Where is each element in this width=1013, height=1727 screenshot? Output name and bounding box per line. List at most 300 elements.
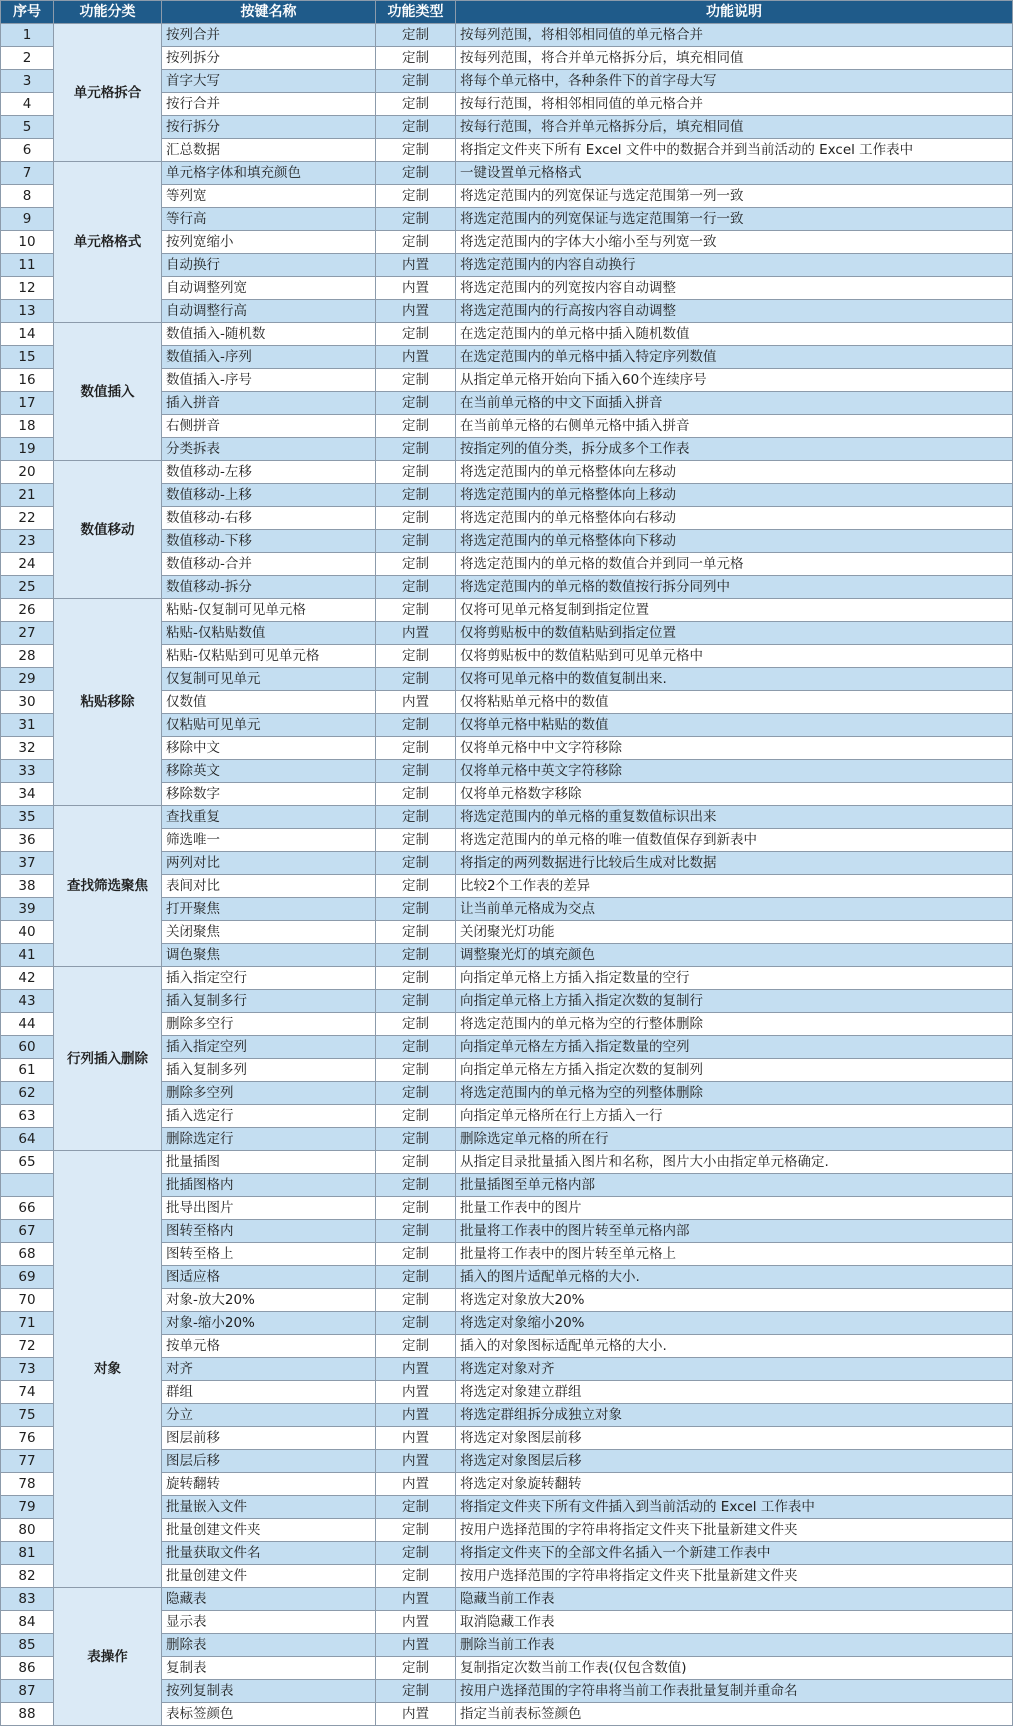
- function-type-cell: 定制: [376, 139, 456, 162]
- function-description-cell: 按用户选择范围的字符串将指定文件夹下批量新建文件夹: [456, 1519, 1013, 1542]
- row-number-cell: 35: [1, 806, 54, 829]
- button-name-cell: 分立: [162, 1404, 376, 1427]
- function-type-cell: 内置: [376, 1450, 456, 1473]
- button-name-cell: 仅粘贴可见单元: [162, 714, 376, 737]
- category-cell: 单元格拆合: [54, 24, 162, 162]
- row-number-cell: 19: [1, 438, 54, 461]
- function-type-cell: 定制: [376, 1105, 456, 1128]
- row-number-cell: 33: [1, 760, 54, 783]
- function-description-cell: 将指定文件夹下所有 Excel 文件中的数据合并到当前活动的 Excel 工作表中: [456, 139, 1013, 162]
- function-type-cell: 内置: [376, 1473, 456, 1496]
- function-description-cell: 将选定对象图层后移: [456, 1450, 1013, 1473]
- function-description-cell: 按每列范围，将合并单元格拆分后，填充相同值: [456, 47, 1013, 70]
- button-name-cell: 批量嵌入文件: [162, 1496, 376, 1519]
- function-type-cell: 定制: [376, 1151, 456, 1174]
- function-description-cell: 批量将工作表中的图片转至单元格内部: [456, 1220, 1013, 1243]
- function-type-cell: 定制: [376, 461, 456, 484]
- function-type-cell: 定制: [376, 829, 456, 852]
- function-type-cell: 定制: [376, 162, 456, 185]
- function-type-cell: 定制: [376, 760, 456, 783]
- function-description-cell: 向指定单元格左方插入指定次数的复制列: [456, 1059, 1013, 1082]
- function-type-cell: 内置: [376, 1588, 456, 1611]
- button-name-cell: 对齐: [162, 1358, 376, 1381]
- function-description-cell: 插入的图片适配单元格的大小.: [456, 1266, 1013, 1289]
- function-type-cell: 定制: [376, 208, 456, 231]
- function-type-cell: 定制: [376, 507, 456, 530]
- button-name-cell: 首字大写: [162, 70, 376, 93]
- row-number-cell: [1, 1174, 54, 1197]
- function-type-cell: 定制: [376, 392, 456, 415]
- button-name-cell: 调色聚焦: [162, 944, 376, 967]
- function-description-cell: 指定当前表标签颜色: [456, 1703, 1013, 1726]
- button-name-cell: 仅复制可见单元: [162, 668, 376, 691]
- button-name-cell: 移除数字: [162, 783, 376, 806]
- row-number-cell: 26: [1, 599, 54, 622]
- function-type-cell: 定制: [376, 1128, 456, 1151]
- button-name-cell: 数值移动-合并: [162, 553, 376, 576]
- function-type-cell: 定制: [376, 70, 456, 93]
- button-name-cell: 查找重复: [162, 806, 376, 829]
- button-name-cell: 表标签颜色: [162, 1703, 376, 1726]
- row-number-cell: 15: [1, 346, 54, 369]
- function-description-cell: 在选定范围内的单元格中插入随机数值: [456, 323, 1013, 346]
- header-function-type: 功能类型: [376, 1, 456, 24]
- row-number-cell: 36: [1, 829, 54, 852]
- function-description-cell: 从指定单元格开始向下插入60个连续序号: [456, 369, 1013, 392]
- function-description-cell: 按每行范围，将合并单元格拆分后，填充相同值: [456, 116, 1013, 139]
- button-name-cell: 按列合并: [162, 24, 376, 47]
- function-description-cell: 向指定单元格所在行上方插入一行: [456, 1105, 1013, 1128]
- function-type-cell: 定制: [376, 1565, 456, 1588]
- button-name-cell: 粘贴-仅粘贴数值: [162, 622, 376, 645]
- function-type-cell: 定制: [376, 967, 456, 990]
- function-type-cell: 定制: [376, 1082, 456, 1105]
- function-type-cell: 定制: [376, 944, 456, 967]
- button-name-cell: 数值插入-随机数: [162, 323, 376, 346]
- function-description-cell: 将选定对象建立群组: [456, 1381, 1013, 1404]
- function-type-cell: 内置: [376, 346, 456, 369]
- function-description-cell: 比较2个工作表的差异: [456, 875, 1013, 898]
- row-number-cell: 21: [1, 484, 54, 507]
- function-description-cell: 仅将剪贴板中的数值粘贴到指定位置: [456, 622, 1013, 645]
- function-type-cell: 定制: [376, 553, 456, 576]
- function-description-cell: 将选定对象缩小20%: [456, 1312, 1013, 1335]
- button-name-cell: 表间对比: [162, 875, 376, 898]
- row-number-cell: 2: [1, 47, 54, 70]
- function-description-cell: 将指定文件夹下的全部文件名插入一个新建工作表中: [456, 1542, 1013, 1565]
- function-description-cell: 在当前单元格的右侧单元格中插入拼音: [456, 415, 1013, 438]
- button-name-cell: 图层前移: [162, 1427, 376, 1450]
- function-description-cell: 将选定对象图层前移: [456, 1427, 1013, 1450]
- function-description-cell: 将选定群组拆分成独立对象: [456, 1404, 1013, 1427]
- button-name-cell: 右侧拼音: [162, 415, 376, 438]
- function-description-cell: 将选定范围内的单元格整体向上移动: [456, 484, 1013, 507]
- row-number-cell: 37: [1, 852, 54, 875]
- row-number-cell: 5: [1, 116, 54, 139]
- function-description-cell: 向指定单元格左方插入指定数量的空列: [456, 1036, 1013, 1059]
- row-number-cell: 70: [1, 1289, 54, 1312]
- function-description-cell: 删除当前工作表: [456, 1634, 1013, 1657]
- function-description-cell: 将指定的两列数据进行比较后生成对比数据: [456, 852, 1013, 875]
- function-description-cell: 仅将单元格中英文字符移除: [456, 760, 1013, 783]
- row-number-cell: 39: [1, 898, 54, 921]
- function-description-cell: 批量插图至单元格内部: [456, 1174, 1013, 1197]
- row-number-cell: 20: [1, 461, 54, 484]
- function-type-cell: 内置: [376, 254, 456, 277]
- function-description-cell: 插入的对象图标适配单元格的大小.: [456, 1335, 1013, 1358]
- function-type-cell: 定制: [376, 576, 456, 599]
- row-number-cell: 86: [1, 1657, 54, 1680]
- function-type-cell: 定制: [376, 1312, 456, 1335]
- button-name-cell: 按列宽缩小: [162, 231, 376, 254]
- button-name-cell: 群组: [162, 1381, 376, 1404]
- function-description-cell: 按用户选择范围的字符串将当前工作表批量复制并重命名: [456, 1680, 1013, 1703]
- row-number-cell: 30: [1, 691, 54, 714]
- function-description-cell: 将选定范围内的单元格的数值合并到同一单元格: [456, 553, 1013, 576]
- function-type-cell: 内置: [376, 1634, 456, 1657]
- button-name-cell: 插入复制多列: [162, 1059, 376, 1082]
- row-number-cell: 17: [1, 392, 54, 415]
- button-name-cell: 删除多空行: [162, 1013, 376, 1036]
- function-type-cell: 定制: [376, 369, 456, 392]
- function-type-cell: 定制: [376, 1657, 456, 1680]
- function-type-cell: 内置: [376, 1404, 456, 1427]
- button-name-cell: 按行合并: [162, 93, 376, 116]
- button-name-cell: 粘贴-仅复制可见单元格: [162, 599, 376, 622]
- function-type-cell: 定制: [376, 530, 456, 553]
- function-type-cell: 定制: [376, 24, 456, 47]
- function-type-cell: 定制: [376, 737, 456, 760]
- function-type-cell: 定制: [376, 990, 456, 1013]
- row-number-cell: 81: [1, 1542, 54, 1565]
- button-name-cell: 关闭聚焦: [162, 921, 376, 944]
- function-description-cell: 调整聚光灯的填充颜色: [456, 944, 1013, 967]
- row-number-cell: 61: [1, 1059, 54, 1082]
- button-name-cell: 粘贴-仅粘贴到可见单元格: [162, 645, 376, 668]
- function-type-cell: 定制: [376, 1036, 456, 1059]
- header-function-description: 功能说明: [456, 1, 1013, 24]
- function-type-cell: 定制: [376, 185, 456, 208]
- row-number-cell: 71: [1, 1312, 54, 1335]
- row-number-cell: 3: [1, 70, 54, 93]
- row-number-cell: 68: [1, 1243, 54, 1266]
- function-description-cell: 将选定范围内的列宽按内容自动调整: [456, 277, 1013, 300]
- button-name-cell: 按单元格: [162, 1335, 376, 1358]
- button-name-cell: 汇总数据: [162, 139, 376, 162]
- button-name-cell: 图适应格: [162, 1266, 376, 1289]
- button-name-cell: 插入指定空列: [162, 1036, 376, 1059]
- button-name-cell: 数值移动-右移: [162, 507, 376, 530]
- function-type-cell: 定制: [376, 875, 456, 898]
- function-type-cell: 定制: [376, 1243, 456, 1266]
- category-cell: 行列插入删除: [54, 967, 162, 1151]
- button-name-cell: 两列对比: [162, 852, 376, 875]
- function-description-cell: 将选定范围内的单元格整体向右移动: [456, 507, 1013, 530]
- button-name-cell: 显示表: [162, 1611, 376, 1634]
- function-type-cell: 定制: [376, 806, 456, 829]
- function-description-cell: 将指定文件夹下所有文件插入到当前活动的 Excel 工作表中: [456, 1496, 1013, 1519]
- function-description-cell: 让当前单元格成为交点: [456, 898, 1013, 921]
- function-type-cell: 定制: [376, 1335, 456, 1358]
- row-number-cell: 38: [1, 875, 54, 898]
- function-type-cell: 定制: [376, 93, 456, 116]
- function-description-cell: 仅将可见单元格复制到指定位置: [456, 599, 1013, 622]
- function-description-cell: 按用户选择范围的字符串将指定文件夹下批量新建文件夹: [456, 1565, 1013, 1588]
- row-number-cell: 29: [1, 668, 54, 691]
- function-description-cell: 向指定单元格上方插入指定次数的复制行: [456, 990, 1013, 1013]
- row-number-cell: 44: [1, 1013, 54, 1036]
- function-description-cell: 将选定范围内的单元格的唯一值数值保存到新表中: [456, 829, 1013, 852]
- row-number-cell: 27: [1, 622, 54, 645]
- function-description-cell: 将选定范围内的单元格整体向左移动: [456, 461, 1013, 484]
- button-name-cell: 筛选唯一: [162, 829, 376, 852]
- row-number-cell: 87: [1, 1680, 54, 1703]
- function-description-cell: 仅将单元格中中文字符移除: [456, 737, 1013, 760]
- row-number-cell: 62: [1, 1082, 54, 1105]
- button-name-cell: 插入选定行: [162, 1105, 376, 1128]
- function-description-cell: 取消隐藏工作表: [456, 1611, 1013, 1634]
- row-number-cell: 72: [1, 1335, 54, 1358]
- category-cell: 粘贴移除: [54, 599, 162, 806]
- button-name-cell: 自动调整行高: [162, 300, 376, 323]
- function-description-cell: 复制指定次数当前工作表(仅包含数值): [456, 1657, 1013, 1680]
- button-name-cell: 单元格字体和填充颜色: [162, 162, 376, 185]
- button-name-cell: 批导出图片: [162, 1197, 376, 1220]
- button-name-cell: 数值插入-序号: [162, 369, 376, 392]
- row-number-cell: 78: [1, 1473, 54, 1496]
- row-number-cell: 88: [1, 1703, 54, 1726]
- function-type-cell: 定制: [376, 231, 456, 254]
- function-description-cell: 仅将粘贴单元格中的数值: [456, 691, 1013, 714]
- function-type-cell: 定制: [376, 438, 456, 461]
- function-description-cell: 将选定范围内的单元格为空的行整体删除: [456, 1013, 1013, 1036]
- button-name-cell: 删除选定行: [162, 1128, 376, 1151]
- button-name-cell: 批量创建文件夹: [162, 1519, 376, 1542]
- row-number-cell: 24: [1, 553, 54, 576]
- function-description-cell: 批量将工作表中的图片转至单元格上: [456, 1243, 1013, 1266]
- row-number-cell: 66: [1, 1197, 54, 1220]
- row-number-cell: 75: [1, 1404, 54, 1427]
- button-name-cell: 打开聚焦: [162, 898, 376, 921]
- row-number-cell: 77: [1, 1450, 54, 1473]
- function-type-cell: 定制: [376, 1266, 456, 1289]
- button-name-cell: 图转至格上: [162, 1243, 376, 1266]
- function-type-cell: 定制: [376, 1496, 456, 1519]
- function-type-cell: 定制: [376, 852, 456, 875]
- function-type-cell: 定制: [376, 1289, 456, 1312]
- function-description-cell: 将选定范围内的列宽保证与选定范围第一行一致: [456, 208, 1013, 231]
- row-number-cell: 83: [1, 1588, 54, 1611]
- function-description-cell: 将每个单元格中，各种条件下的首字母大写: [456, 70, 1013, 93]
- row-number-cell: 31: [1, 714, 54, 737]
- row-number-cell: 10: [1, 231, 54, 254]
- row-number-cell: 42: [1, 967, 54, 990]
- row-number-cell: 22: [1, 507, 54, 530]
- button-name-cell: 移除中文: [162, 737, 376, 760]
- function-description-cell: 批量工作表中的图片: [456, 1197, 1013, 1220]
- button-name-cell: 批插图格内: [162, 1174, 376, 1197]
- category-cell: 对象: [54, 1151, 162, 1588]
- function-type-cell: 定制: [376, 484, 456, 507]
- row-number-cell: 84: [1, 1611, 54, 1634]
- function-type-cell: 内置: [376, 691, 456, 714]
- function-description-cell: 将选定对象对齐: [456, 1358, 1013, 1381]
- header-button-name: 按键名称: [162, 1, 376, 24]
- function-type-cell: 内置: [376, 1381, 456, 1404]
- button-name-cell: 按列复制表: [162, 1680, 376, 1703]
- button-name-cell: 批量获取文件名: [162, 1542, 376, 1565]
- row-number-cell: 41: [1, 944, 54, 967]
- button-name-cell: 删除表: [162, 1634, 376, 1657]
- row-number-cell: 16: [1, 369, 54, 392]
- function-type-cell: 内置: [376, 277, 456, 300]
- function-type-cell: 定制: [376, 668, 456, 691]
- row-number-cell: 25: [1, 576, 54, 599]
- function-description-cell: 从指定目录批量插入图片和名称，图片大小由指定单元格确定.: [456, 1151, 1013, 1174]
- function-description-cell: 将选定范围内的内容自动换行: [456, 254, 1013, 277]
- function-description-cell: 按每列范围，将相邻相同值的单元格合并: [456, 24, 1013, 47]
- button-name-cell: 数值移动-左移: [162, 461, 376, 484]
- button-name-cell: 对象-放大20%: [162, 1289, 376, 1312]
- button-name-cell: 对象-缩小20%: [162, 1312, 376, 1335]
- button-name-cell: 图转至格内: [162, 1220, 376, 1243]
- row-number-cell: 32: [1, 737, 54, 760]
- button-name-cell: 删除多空列: [162, 1082, 376, 1105]
- function-description-cell: 仅将单元格中粘贴的数值: [456, 714, 1013, 737]
- function-description-cell: 删除选定单元格的所在行: [456, 1128, 1013, 1151]
- function-type-cell: 定制: [376, 1059, 456, 1082]
- row-number-cell: 9: [1, 208, 54, 231]
- button-name-cell: 分类拆表: [162, 438, 376, 461]
- button-name-cell: 按列拆分: [162, 47, 376, 70]
- row-number-cell: 23: [1, 530, 54, 553]
- function-type-cell: 定制: [376, 783, 456, 806]
- function-description-cell: 一键设置单元格格式: [456, 162, 1013, 185]
- category-cell: 数值插入: [54, 323, 162, 461]
- function-type-cell: 内置: [376, 1611, 456, 1634]
- function-type-cell: 内置: [376, 1358, 456, 1381]
- function-type-cell: 定制: [376, 714, 456, 737]
- function-type-cell: 内置: [376, 1427, 456, 1450]
- row-number-cell: 74: [1, 1381, 54, 1404]
- button-name-cell: 图层后移: [162, 1450, 376, 1473]
- function-description-cell: 隐藏当前工作表: [456, 1588, 1013, 1611]
- row-number-cell: 85: [1, 1634, 54, 1657]
- button-name-cell: 数值移动-上移: [162, 484, 376, 507]
- category-cell: 数值移动: [54, 461, 162, 599]
- button-name-cell: 复制表: [162, 1657, 376, 1680]
- button-name-cell: 等行高: [162, 208, 376, 231]
- button-name-cell: 隐藏表: [162, 1588, 376, 1611]
- button-name-cell: 自动调整列宽: [162, 277, 376, 300]
- function-type-cell: 定制: [376, 1197, 456, 1220]
- function-description-cell: 将选定对象旋转翻转: [456, 1473, 1013, 1496]
- row-number-cell: 13: [1, 300, 54, 323]
- function-description-cell: 将选定对象放大20%: [456, 1289, 1013, 1312]
- button-name-cell: 按行拆分: [162, 116, 376, 139]
- row-number-cell: 12: [1, 277, 54, 300]
- row-number-cell: 4: [1, 93, 54, 116]
- row-number-cell: 11: [1, 254, 54, 277]
- button-name-cell: 自动换行: [162, 254, 376, 277]
- function-description-cell: 仅将单元格数字移除: [456, 783, 1013, 806]
- row-number-cell: 76: [1, 1427, 54, 1450]
- row-number-cell: 80: [1, 1519, 54, 1542]
- row-number-cell: 82: [1, 1565, 54, 1588]
- row-number-cell: 14: [1, 323, 54, 346]
- function-description-cell: 关闭聚光灯功能: [456, 921, 1013, 944]
- function-type-cell: 定制: [376, 415, 456, 438]
- row-number-cell: 6: [1, 139, 54, 162]
- row-number-cell: 63: [1, 1105, 54, 1128]
- category-cell: 表操作: [54, 1588, 162, 1726]
- function-description-cell: 将选定范围内的单元格的数值按行拆分同列中: [456, 576, 1013, 599]
- button-name-cell: 批量创建文件: [162, 1565, 376, 1588]
- category-cell: 查找筛选聚焦: [54, 806, 162, 967]
- function-description-cell: 仅将可见单元格中的数值复制出来.: [456, 668, 1013, 691]
- row-number-cell: 8: [1, 185, 54, 208]
- function-type-cell: 内置: [376, 622, 456, 645]
- button-name-cell: 等列宽: [162, 185, 376, 208]
- function-type-cell: 定制: [376, 323, 456, 346]
- function-description-cell: 向指定单元格上方插入指定数量的空行: [456, 967, 1013, 990]
- button-name-cell: 数值移动-下移: [162, 530, 376, 553]
- row-number-cell: 7: [1, 162, 54, 185]
- function-type-cell: 定制: [376, 1680, 456, 1703]
- button-name-cell: 插入复制多行: [162, 990, 376, 1013]
- header-category: 功能分类: [54, 1, 162, 24]
- row-number-cell: 69: [1, 1266, 54, 1289]
- function-description-cell: 将选定范围内的字体大小缩小至与列宽一致: [456, 231, 1013, 254]
- button-name-cell: 数值移动-拆分: [162, 576, 376, 599]
- function-description-cell: 在当前单元格的中文下面插入拼音: [456, 392, 1013, 415]
- function-type-cell: 定制: [376, 1220, 456, 1243]
- row-number-cell: 28: [1, 645, 54, 668]
- function-type-cell: 内置: [376, 300, 456, 323]
- row-number-cell: 34: [1, 783, 54, 806]
- button-name-cell: 插入指定空行: [162, 967, 376, 990]
- header-index: 序号: [1, 1, 54, 24]
- function-type-cell: 定制: [376, 116, 456, 139]
- row-number-cell: 1: [1, 24, 54, 47]
- function-description-cell: 将选定范围内的单元格为空的列整体删除: [456, 1082, 1013, 1105]
- button-name-cell: 数值插入-序列: [162, 346, 376, 369]
- function-description-cell: 按每行范围，将相邻相同值的单元格合并: [456, 93, 1013, 116]
- row-number-cell: 65: [1, 1151, 54, 1174]
- row-number-cell: 67: [1, 1220, 54, 1243]
- function-description-cell: 按指定列的值分类，拆分成多个工作表: [456, 438, 1013, 461]
- function-type-cell: 定制: [376, 645, 456, 668]
- button-name-cell: 批量插图: [162, 1151, 376, 1174]
- row-number-cell: 43: [1, 990, 54, 1013]
- function-description-cell: 将选定范围内的单元格整体向下移动: [456, 530, 1013, 553]
- function-description-cell: 将选定范围内的行高按内容自动调整: [456, 300, 1013, 323]
- function-description-cell: 将选定范围内的列宽保证与选定范围第一列一致: [456, 185, 1013, 208]
- row-number-cell: 64: [1, 1128, 54, 1151]
- category-cell: 单元格格式: [54, 162, 162, 323]
- button-name-cell: 仅数值: [162, 691, 376, 714]
- function-type-cell: 定制: [376, 1542, 456, 1565]
- function-type-cell: 内置: [376, 1703, 456, 1726]
- row-number-cell: 79: [1, 1496, 54, 1519]
- function-type-cell: 定制: [376, 898, 456, 921]
- row-number-cell: 18: [1, 415, 54, 438]
- function-type-cell: 定制: [376, 599, 456, 622]
- row-number-cell: 40: [1, 921, 54, 944]
- function-type-cell: 定制: [376, 921, 456, 944]
- function-type-cell: 定制: [376, 1174, 456, 1197]
- function-description-cell: 将选定范围内的单元格的重复数值标识出来: [456, 806, 1013, 829]
